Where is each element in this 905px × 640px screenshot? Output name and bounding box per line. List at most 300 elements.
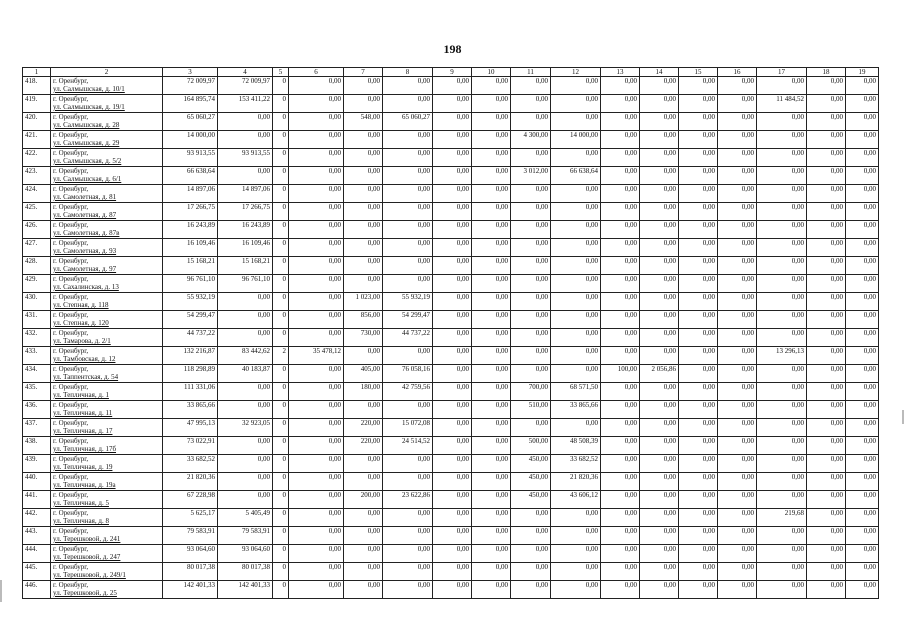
value-cell: 0,00 [640,527,679,545]
value-cell: 0,00 [289,203,344,221]
value-cell: 0,00 [846,131,879,149]
value-cell: 0,00 [289,167,344,185]
row-number: 428. [23,257,51,275]
address-city: г. Оренбург, [53,383,89,391]
value-cell: 54 299,47 [163,311,218,329]
value-cell: 0,00 [551,365,601,383]
value-cell: 24 514,52 [383,437,433,455]
value-cell: 0,00 [846,383,879,401]
value-cell: 16 109,46 [218,239,273,257]
row-number: 444. [23,545,51,563]
value-cell: 0,00 [807,347,846,365]
value-cell: 0,00 [433,95,472,113]
value-cell: 0,00 [383,545,433,563]
value-cell: 0,00 [679,473,718,491]
address-city: г. Оренбург, [53,437,89,445]
address-cell [51,95,163,113]
value-cell: 700,00 [511,383,551,401]
value-cell: 0,00 [218,455,273,473]
value-cell: 15 168,21 [163,257,218,275]
value-cell: 0,00 [344,95,383,113]
value-cell: 15 072,08 [383,419,433,437]
value-cell: 0,00 [679,437,718,455]
address-city: г. Оренбург, [53,455,89,463]
value-cell: 0,00 [511,95,551,113]
value-cell: 0,00 [601,77,640,95]
row-number: 421. [23,131,51,149]
value-cell: 0,00 [383,221,433,239]
address-cell [51,329,163,347]
value-cell: 96 761,10 [163,275,218,293]
row-number: 441. [23,491,51,509]
value-cell: 16 243,89 [218,221,273,239]
value-cell: 0,00 [433,545,472,563]
address-cell [51,365,163,383]
address-street: ул. Самолетная, д. 87 [53,211,117,219]
table-row [23,293,879,311]
value-cell: 220,00 [344,437,383,455]
value-cell: 0,00 [601,293,640,311]
address-city: г. Оренбург, [53,293,89,301]
value-cell: 0,00 [472,509,511,527]
value-cell: 0,00 [551,113,601,131]
value-cell: 0,00 [289,473,344,491]
address-cell [51,275,163,293]
value-cell: 0,00 [551,185,601,203]
address-cell [51,311,163,329]
value-cell: 0,00 [383,563,433,581]
value-cell: 0,00 [807,275,846,293]
address-street: ул. Тепличная, д. 1 [53,391,109,399]
address-city: г. Оренбург, [53,563,89,571]
value-cell: 33 865,66 [163,401,218,419]
value-cell: 0,00 [640,509,679,527]
table-row [23,131,879,149]
value-cell: 0,00 [679,221,718,239]
value-cell: 0,00 [846,437,879,455]
table-row [23,401,879,419]
value-cell: 0,00 [601,95,640,113]
value-cell: 0,00 [640,167,679,185]
value-cell: 0 [273,239,289,257]
value-cell: 164 895,74 [163,95,218,113]
value-cell: 0,00 [640,329,679,347]
table-row [23,491,879,509]
value-cell: 0 [273,149,289,167]
value-cell: 2 [273,347,289,365]
value-cell: 0,00 [846,311,879,329]
table-row [23,509,879,527]
value-cell: 0,00 [289,239,344,257]
address-street: ул. Таппентская, д. 54 [53,373,119,381]
value-cell: 0,00 [640,347,679,365]
value-cell: 0,00 [551,581,601,599]
value-cell: 0,00 [433,257,472,275]
value-cell: 0,00 [807,329,846,347]
address-cell [51,419,163,437]
value-cell: 0,00 [718,167,757,185]
address-cell [51,167,163,185]
column-header: 3 [163,68,218,77]
value-cell: 0,00 [433,581,472,599]
value-cell: 0,00 [472,329,511,347]
value-cell: 0,00 [551,509,601,527]
value-cell: 0,00 [718,203,757,221]
table-row [23,239,879,257]
value-cell: 0,00 [679,131,718,149]
value-cell: 0,00 [757,167,807,185]
value-cell: 0,00 [433,473,472,491]
row-number: 432. [23,329,51,347]
value-cell: 0,00 [289,437,344,455]
value-cell: 0,00 [433,275,472,293]
value-cell: 0 [273,293,289,311]
value-cell: 0,00 [551,347,601,365]
value-cell: 0 [273,311,289,329]
address-cell [51,239,163,257]
value-cell: 0,00 [601,239,640,257]
value-cell: 0,00 [472,221,511,239]
value-cell: 0,00 [551,275,601,293]
value-cell: 1 023,00 [344,293,383,311]
value-cell: 0,00 [472,581,511,599]
row-number: 419. [23,95,51,113]
value-cell: 0,00 [807,473,846,491]
value-cell: 0,00 [289,527,344,545]
value-cell: 44 737,22 [383,329,433,347]
value-cell: 0,00 [679,113,718,131]
value-cell: 0,00 [718,401,757,419]
value-cell: 0,00 [757,203,807,221]
value-cell: 0,00 [289,365,344,383]
value-cell: 0,00 [344,167,383,185]
value-cell: 0,00 [807,95,846,113]
value-cell: 0,00 [640,311,679,329]
table-row [23,77,879,95]
value-cell: 0,00 [433,167,472,185]
value-cell: 0,00 [511,257,551,275]
value-cell: 0,00 [807,167,846,185]
value-cell: 66 638,64 [551,167,601,185]
value-cell: 0,00 [846,419,879,437]
address-street: ул. Терешковой, д. 241 [53,535,121,543]
value-cell: 0,00 [807,203,846,221]
value-cell: 55 932,19 [383,293,433,311]
value-cell: 0,00 [383,275,433,293]
value-cell: 0,00 [757,581,807,599]
value-cell: 0,00 [679,401,718,419]
value-cell: 0,00 [718,149,757,167]
value-cell: 0,00 [846,185,879,203]
value-cell: 0,00 [383,185,433,203]
value-cell: 0,00 [344,131,383,149]
value-cell: 79 583,91 [218,527,273,545]
address-street: ул. Салмышская, д. 19/1 [53,103,125,111]
value-cell: 0,00 [472,257,511,275]
value-cell: 0 [273,113,289,131]
scan-edge-mark [0,580,2,602]
address-street: ул. Салмышская, д. 28 [53,121,120,129]
address-cell [51,113,163,131]
value-cell: 0,00 [846,95,879,113]
value-cell: 0,00 [718,113,757,131]
address-cell [51,581,163,599]
value-cell: 0,00 [289,275,344,293]
value-cell: 79 583,91 [163,527,218,545]
value-cell: 0,00 [679,383,718,401]
value-cell: 0,00 [846,239,879,257]
address-cell [51,131,163,149]
address-street: ул. Самолетная, д. 93 [53,247,117,255]
column-header: 12 [551,68,601,77]
value-cell: 0,00 [757,473,807,491]
value-cell: 0,00 [433,311,472,329]
table-row [23,311,879,329]
value-cell: 0,00 [679,239,718,257]
value-cell: 0,00 [640,545,679,563]
row-number: 431. [23,311,51,329]
value-cell: 0,00 [679,491,718,509]
value-cell: 0,00 [757,77,807,95]
value-cell: 14 897,06 [163,185,218,203]
value-cell: 0,00 [344,149,383,167]
value-cell: 0 [273,401,289,419]
table-row [23,545,879,563]
address-cell [51,545,163,563]
value-cell: 0,00 [807,185,846,203]
value-cell: 0,00 [679,149,718,167]
value-cell: 0,00 [289,383,344,401]
column-header: 7 [344,68,383,77]
value-cell: 0,00 [472,545,511,563]
value-cell: 0 [273,329,289,347]
value-cell: 93 913,55 [163,149,218,167]
value-cell: 0,00 [718,491,757,509]
value-cell: 0,00 [757,275,807,293]
value-cell: 0,00 [601,185,640,203]
value-cell: 0,00 [757,419,807,437]
value-cell: 0,00 [344,527,383,545]
value-cell: 0,00 [640,437,679,455]
value-cell: 0,00 [601,383,640,401]
address-street: ул. Самолетная, д. 87в [53,229,120,237]
address-cell [51,257,163,275]
column-header: 18 [807,68,846,77]
value-cell: 0,00 [679,293,718,311]
value-cell: 0,00 [472,473,511,491]
value-cell: 0,00 [846,491,879,509]
value-cell: 219,68 [757,509,807,527]
value-cell: 0,00 [383,149,433,167]
value-cell: 0,00 [640,383,679,401]
value-cell: 0,00 [757,545,807,563]
table-row [23,581,879,599]
value-cell: 0,00 [757,257,807,275]
table-body [23,68,879,599]
value-cell: 0,00 [511,185,551,203]
value-cell: 93 064,60 [218,545,273,563]
value-cell: 0,00 [218,113,273,131]
value-cell: 0,00 [383,401,433,419]
value-cell: 0,00 [289,491,344,509]
value-cell: 0,00 [289,149,344,167]
address-street: ул. Терешковой, д. 249/1 [53,571,126,579]
address-street: ул. Салмышская, д. 5/2 [53,157,122,165]
column-header: 6 [289,68,344,77]
value-cell: 0 [273,455,289,473]
value-cell: 0 [273,131,289,149]
address-city: г. Оренбург, [53,545,89,553]
value-cell: 14 000,00 [551,131,601,149]
value-cell: 15 168,21 [218,257,273,275]
value-cell: 0,00 [718,329,757,347]
value-cell: 47 995,13 [163,419,218,437]
address-street: ул. Сахалинская, д. 13 [53,283,119,291]
value-cell: 0,00 [289,77,344,95]
column-header: 2 [51,68,163,77]
address-cell [51,77,163,95]
value-cell: 0,00 [601,113,640,131]
address-street: ул. Самолетная, д. 81 [53,193,117,201]
value-cell: 0,00 [433,113,472,131]
value-cell: 0,00 [511,581,551,599]
value-cell: 0,00 [551,329,601,347]
value-cell: 0,00 [511,509,551,527]
value-cell: 0,00 [433,437,472,455]
value-cell: 220,00 [344,419,383,437]
address-cell [51,437,163,455]
value-cell: 0,00 [289,185,344,203]
value-cell: 0,00 [511,311,551,329]
address-city: г. Оренбург, [53,275,89,283]
value-cell: 0,00 [433,77,472,95]
value-cell: 0,00 [718,437,757,455]
value-cell: 0,00 [601,581,640,599]
value-cell: 0,00 [472,113,511,131]
value-cell: 0,00 [344,509,383,527]
value-cell: 0,00 [846,527,879,545]
address-street: ул. Терешковой, д. 247 [53,553,121,561]
row-number: 434. [23,365,51,383]
value-cell: 2 056,86 [640,365,679,383]
value-cell: 0,00 [846,77,879,95]
value-cell: 142 401,33 [163,581,218,599]
value-cell: 450,00 [511,473,551,491]
value-cell: 0,00 [601,257,640,275]
value-cell: 0,00 [601,473,640,491]
address-cell [51,203,163,221]
value-cell: 0,00 [472,365,511,383]
value-cell: 0,00 [718,509,757,527]
value-cell: 13 296,13 [757,347,807,365]
address-city: г. Оренбург, [53,203,89,211]
address-cell [51,473,163,491]
value-cell: 500,00 [511,437,551,455]
value-cell: 0,00 [679,419,718,437]
address-street: ул. Салмышская, д. 29 [53,139,120,147]
value-cell: 0,00 [289,563,344,581]
value-cell: 0 [273,437,289,455]
value-cell: 0,00 [601,329,640,347]
value-cell: 180,00 [344,383,383,401]
value-cell: 0,00 [601,167,640,185]
value-cell: 0,00 [344,401,383,419]
address-street: ул. Салмышская, д. 6/1 [53,175,122,183]
value-cell: 0,00 [383,131,433,149]
value-cell: 0 [273,77,289,95]
value-cell: 548,00 [344,113,383,131]
row-number: 418. [23,77,51,95]
table-row [23,275,879,293]
row-number: 433. [23,347,51,365]
value-cell: 0,00 [807,131,846,149]
value-cell: 100,00 [601,365,640,383]
value-cell: 0,00 [289,401,344,419]
value-cell: 0,00 [433,239,472,257]
address-street: ул. Тепличная, д. 17 [53,427,113,435]
value-cell: 0,00 [757,239,807,257]
value-cell: 0,00 [289,311,344,329]
table-row [23,95,879,113]
value-cell: 0,00 [433,401,472,419]
value-cell: 0,00 [472,383,511,401]
value-cell: 0,00 [433,455,472,473]
column-header: 14 [640,68,679,77]
value-cell: 0,00 [640,257,679,275]
value-cell: 0,00 [679,365,718,383]
value-cell: 0 [273,95,289,113]
row-number: 422. [23,149,51,167]
value-cell: 0,00 [289,329,344,347]
value-cell: 0,00 [289,455,344,473]
address-street: ул. Тепличная, д. 5 [53,499,109,507]
value-cell: 0,00 [846,257,879,275]
row-number: 437. [23,419,51,437]
value-cell: 0,00 [289,95,344,113]
value-cell: 0,00 [718,419,757,437]
address-city: г. Оренбург, [53,185,89,193]
value-cell: 0,00 [433,293,472,311]
value-cell: 72 009,97 [218,77,273,95]
value-cell: 0,00 [472,203,511,221]
address-street: ул. Тамбовская, д. 12 [53,355,116,363]
value-cell: 0,00 [601,275,640,293]
table-row [23,149,879,167]
value-cell: 0,00 [679,275,718,293]
value-cell: 0,00 [718,563,757,581]
value-cell: 0,00 [601,347,640,365]
value-cell: 17 266,75 [218,203,273,221]
value-cell: 65 060,27 [383,113,433,131]
row-number: 446. [23,581,51,599]
address-city: г. Оренбург, [53,347,89,355]
value-cell: 0,00 [679,455,718,473]
value-cell: 43 606,12 [551,491,601,509]
value-cell: 0,00 [383,239,433,257]
table-row [23,419,879,437]
value-cell: 0,00 [472,95,511,113]
address-city: г. Оренбург, [53,509,89,517]
value-cell: 83 442,62 [218,347,273,365]
value-cell: 0,00 [472,455,511,473]
value-cell: 0,00 [640,113,679,131]
value-cell: 76 058,16 [383,365,433,383]
value-cell: 0,00 [289,581,344,599]
value-cell: 0,00 [846,545,879,563]
value-cell: 0,00 [640,455,679,473]
value-cell: 0,00 [601,545,640,563]
value-cell: 0,00 [511,563,551,581]
